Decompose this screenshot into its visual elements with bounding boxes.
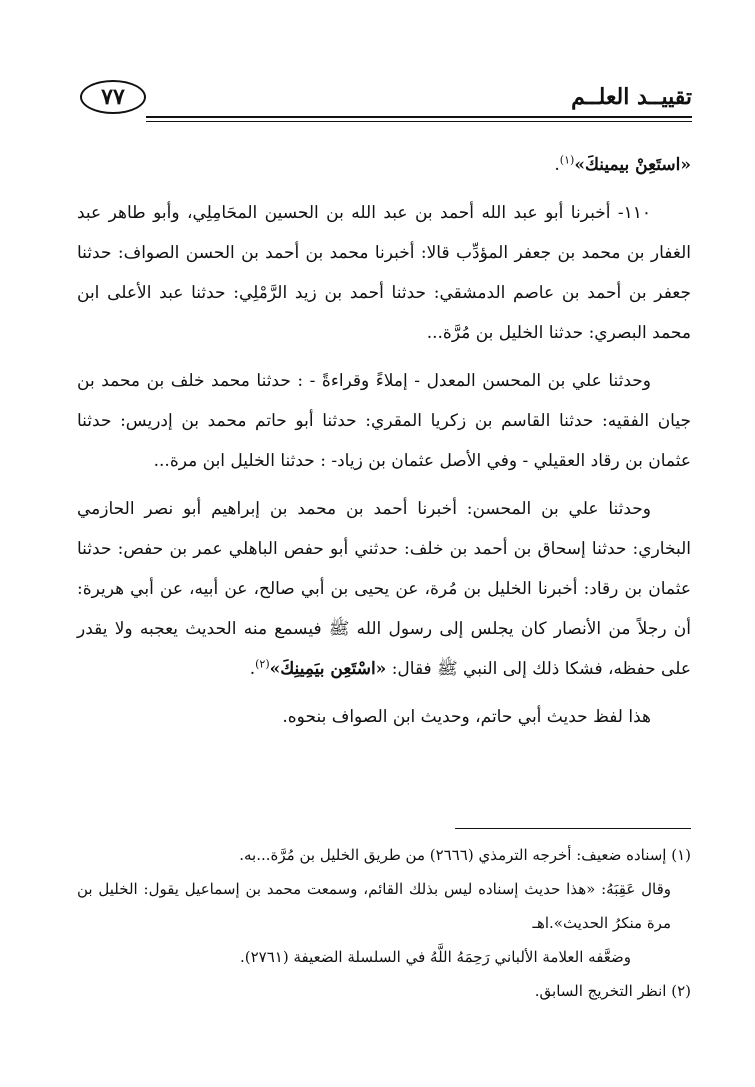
footnote-1-comment: وقال عَقِبَهُ: «هذا حديث إسناده ليس بذلك القائم، وسمعت محمد بن إسماعيل يقول: الخليل بن مرة منكرُ الحديث».اهـ: [77, 880, 671, 932]
page-number: ٧٧: [101, 84, 125, 110]
footnote-separator: [455, 828, 691, 829]
footnotes: [77, 838, 691, 1008]
paragraph-4: [77, 489, 691, 689]
page-number-badge: [80, 80, 146, 114]
paragraph-3: وحدثنا علي بن المحسن المعدل - إملاءً وقراءةً - : حدثنا محمد خلف بن محمد بن جيان الفقيه: حدثنا القاسم بن زكريا المقري: حدثنا أبو حاتم محمد بن إدريس: حدثنا عثمان بن رقاد العقيلي - وفي الأصل عثمان بن زياد- : حدثنا الخليل ابن مرة...: [77, 371, 691, 471]
page-header: [80, 80, 692, 120]
footnote-ref-1: (١): [559, 153, 575, 167]
hadith-quote: «استَعِنْ بيمينكَ»: [574, 155, 691, 175]
hadith-quote-2: «اسْتَعِن بيَمِينِكَ»: [269, 659, 387, 679]
header-rule-thin: [146, 121, 692, 122]
header-rule: [146, 116, 692, 118]
paragraph-5: هذا لفظ حديث أبي حاتم، وحديث ابن الصواف بنحوه.: [282, 707, 651, 727]
main-text: [77, 145, 691, 737]
paragraph-2: ١١٠- أخبرنا أبو عبد الله أحمد بن عبد الله بن الحسين المحَامِلِي، وأبو طاهر عبد الغفار بن محمد بن جعفر المؤدِّب قالا: أخبرنا محمد بن أحمد بن الحسن الصواف: حدثنا جعفر بن أحمد بن عاصم الدمشقي: حدثنا أحمد بن زيد الرَّمْلِي: حدثنا عبد الأعلى ابن محمد البصري: حدثنا الخليل بن مُرَّة...: [77, 203, 691, 343]
footnote-ref-2: (٢): [255, 657, 270, 671]
paragraph-end: .: [554, 155, 560, 175]
footnote-2: (٢) انظر التخريج السابق.: [534, 982, 691, 1000]
paragraph-4-text: وحدثنا علي بن المحسن: أخبرنا أحمد بن محمد بن إبراهيم أبو نصر الحازمي البخاري: حدثنا إسحاق بن أحمد بن خلف: حدثني أبو حفص الباهلي عمر بن حفص: حدثنا عثمان بن رقاد: أخبرنا الخليل بن مُرة، عن يحيى بن أبي صالح، عن أبيه، عن أبي هريرة: أن رجلاً من الأنصار كان يجلس إلى رسول الله ﷺ فيسمع منه الحديث يعجبه ولا يقدر على حفظه، فشكا ذلك إلى النبي ﷺ فقال:: [77, 499, 691, 679]
paragraph-end: .: [249, 659, 256, 679]
book-title: تقييــد العلــم: [571, 84, 692, 110]
paragraph-1: [77, 145, 691, 185]
footnote-1: (١) إسناده ضعيف: أخرجه الترمذي (٢٦٦٦) من طريق الخليل بن مُرَّة...به.: [239, 846, 691, 864]
footnote-1-grading: وضعَّفه العلامة الألباني رَحِمَهُ اللَّهُ في السلسلة الضعيفة (٢٧٦١).: [239, 948, 631, 966]
